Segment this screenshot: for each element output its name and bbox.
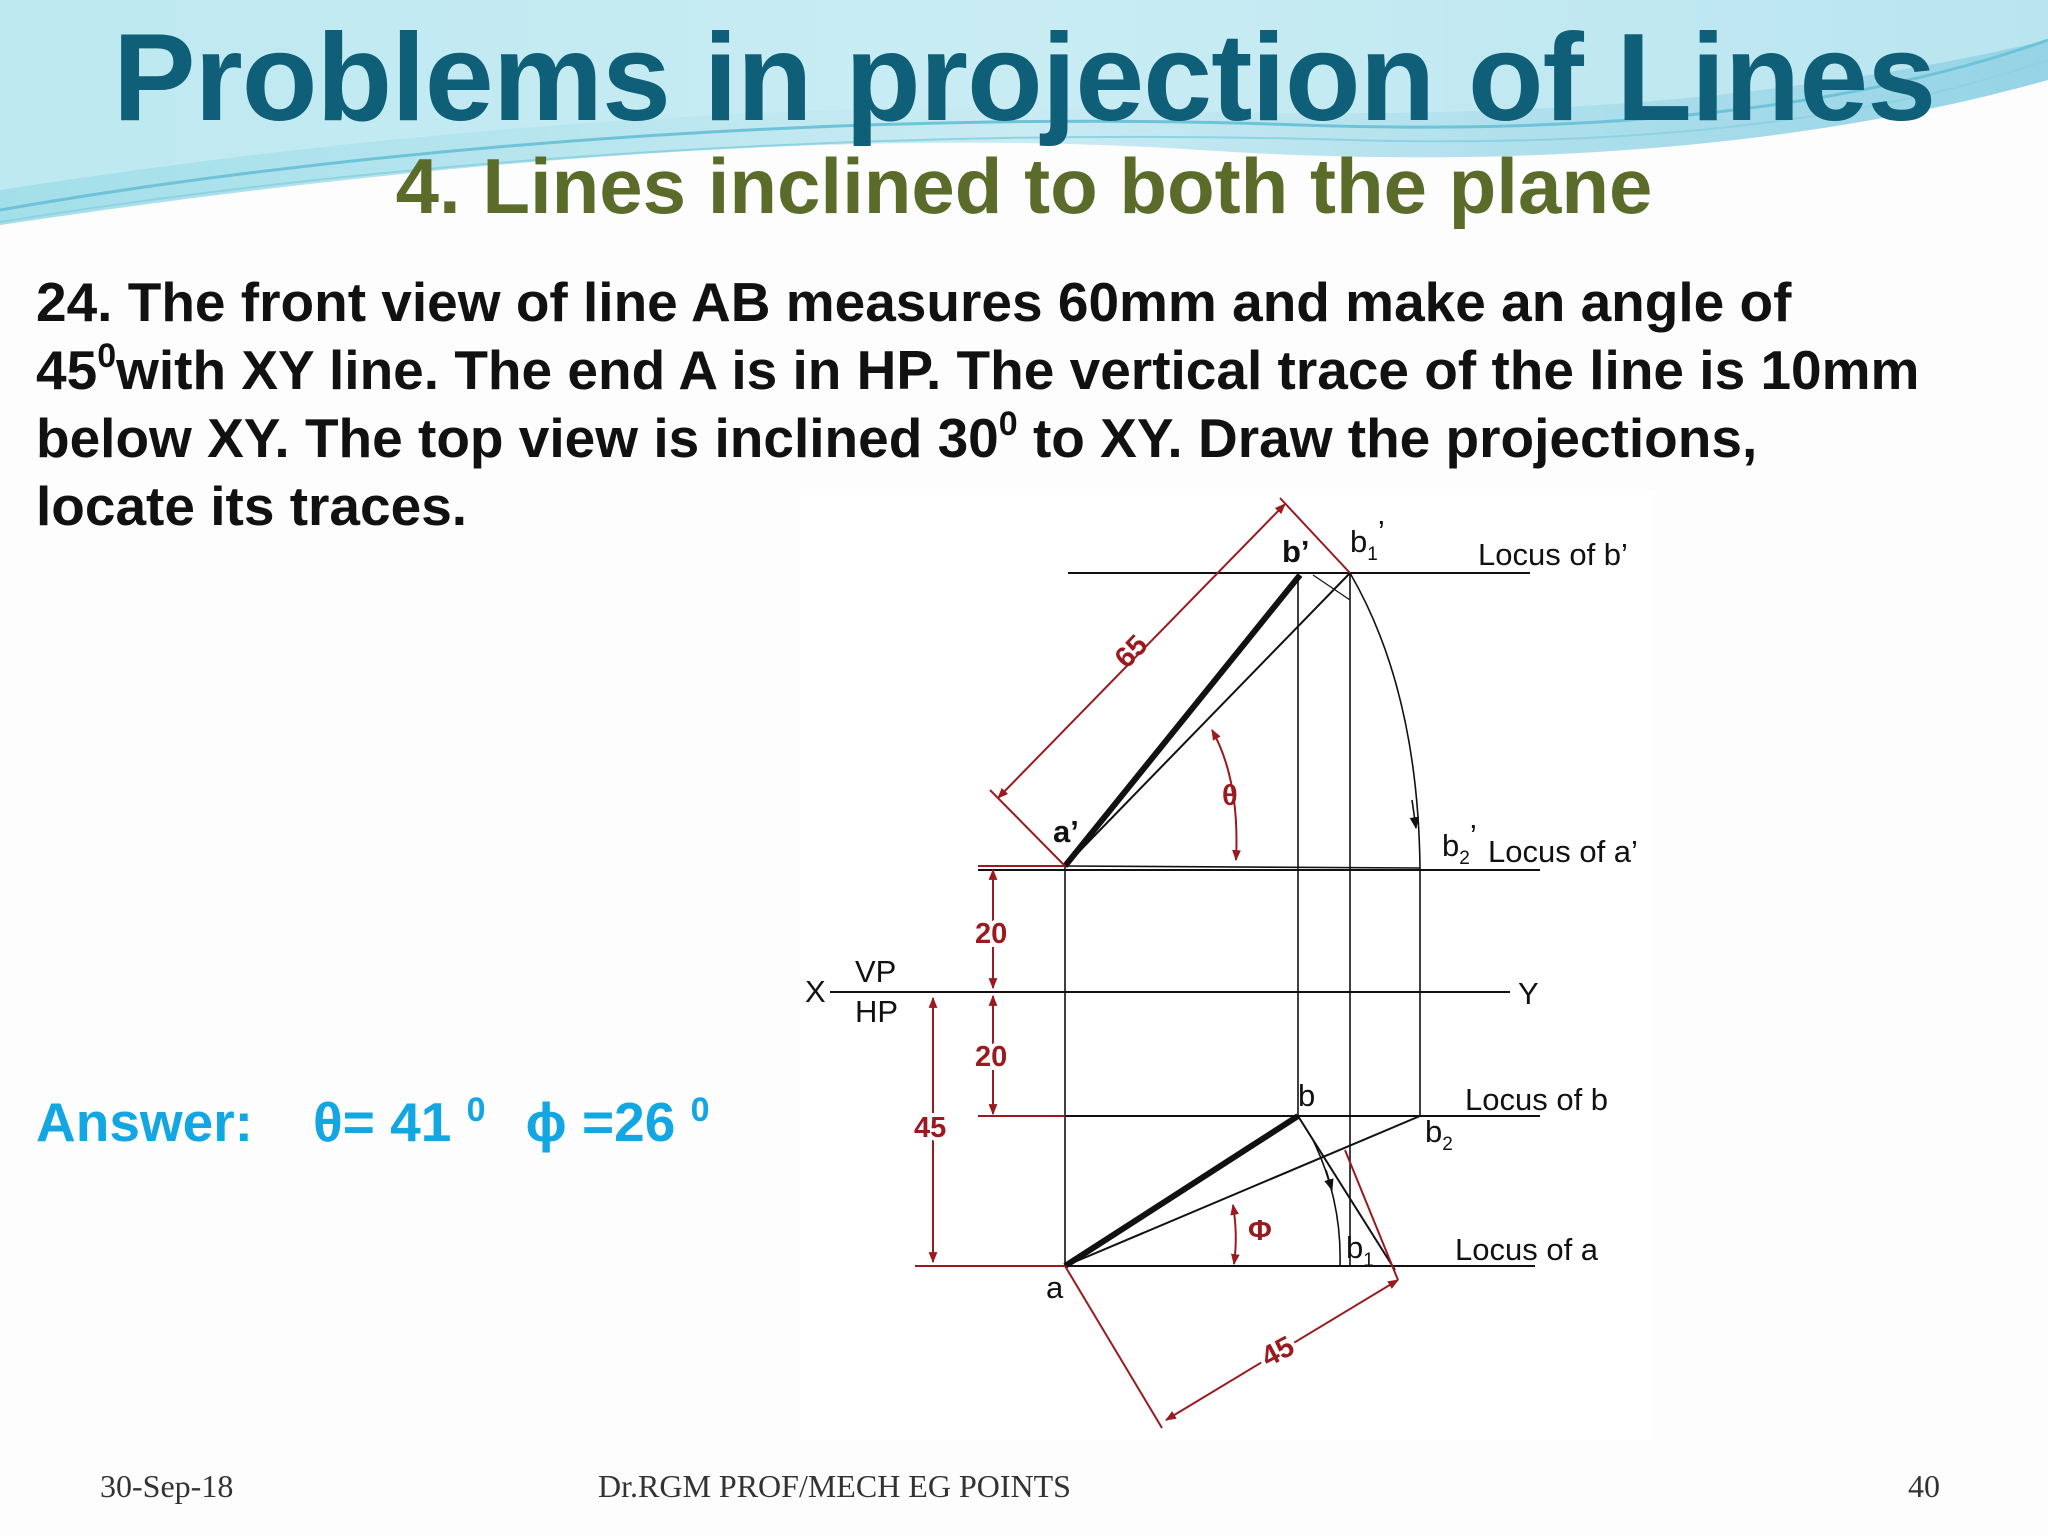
answer-label: Answer: — [36, 1091, 253, 1153]
label-b1-letter: b — [1346, 1230, 1364, 1265]
answer-phi: ϕ =26 — [525, 1091, 676, 1153]
dim-20-bottom-label: 20 — [975, 1041, 1008, 1073]
phi-label: Φ — [1248, 1215, 1272, 1247]
label-b1-dash-mark: ’ — [1377, 514, 1385, 549]
label-b2-sub: 2 — [1442, 1134, 1453, 1155]
label-hp: HP — [855, 994, 899, 1029]
slide-title: Problems in projection of Lines — [112, 9, 1936, 147]
problem-line-2-text: with XY line. The end A is in HP. The vertical trace of the line is 10mm — [116, 339, 1920, 401]
problem-angle-front: 45 — [36, 339, 98, 401]
label-b2-dash-mark: ’ — [1469, 818, 1477, 853]
degree-superscript: 0 — [466, 1091, 486, 1129]
label-b2-letter: b — [1425, 1114, 1443, 1149]
dim-45-true-label: 45 — [1256, 1330, 1300, 1374]
label-b1-sub: 1 — [1363, 1250, 1374, 1271]
label-a: a — [1046, 1270, 1064, 1305]
problem-line-4: locate its traces. — [36, 475, 468, 537]
problem-line-3-text-end: to XY. Draw the projections, — [1017, 407, 1758, 469]
label-locus-b: Locus of b — [1465, 1082, 1609, 1117]
label-vp: VP — [855, 954, 897, 989]
label-a-dash: a’ — [1053, 814, 1079, 849]
label-y: Y — [1518, 976, 1539, 1011]
problem-line-3-text: below XY. The top view is inclined 30 — [36, 407, 999, 469]
label-locus-a-dash: Locus of a’ — [1488, 834, 1638, 869]
degree-superscript: 0 — [998, 405, 1018, 443]
answer-theta: θ= 41 — [313, 1091, 452, 1153]
label-b1-dash-letter: b — [1350, 524, 1368, 559]
problem-line-1: 24. The front view of line AB measures 60mm and make an angle of — [36, 271, 1792, 333]
label-b: b — [1298, 1078, 1316, 1113]
footer-author: Dr.RGM PROF/MECH EG POINTS — [598, 1468, 1071, 1504]
dim-65-label: 65 — [1108, 629, 1155, 675]
degree-superscript: 0 — [690, 1091, 710, 1129]
label-b2-dash-letter: b — [1442, 828, 1460, 863]
dim-45-vertical-label: 45 — [914, 1112, 947, 1144]
label-b-dash: b’ — [1282, 534, 1310, 569]
drawing-background — [800, 490, 1655, 1440]
footer-page-number: 40 — [1908, 1468, 1940, 1504]
theta-label: θ — [1222, 780, 1238, 812]
label-locus-a: Locus of a — [1455, 1232, 1599, 1267]
label-b2-dash-sub: 2 — [1459, 848, 1470, 869]
footer-date: 30-Sep-18 — [100, 1468, 234, 1504]
slide-subtitle: 4. Lines inclined to both the plane — [395, 142, 1653, 230]
label-locus-b-dash: Locus of b’ — [1478, 537, 1628, 572]
label-b1-dash-sub: 1 — [1367, 544, 1378, 565]
dim-20-top-label: 20 — [975, 918, 1008, 950]
label-x: X — [805, 974, 826, 1009]
degree-superscript: 0 — [97, 337, 117, 375]
